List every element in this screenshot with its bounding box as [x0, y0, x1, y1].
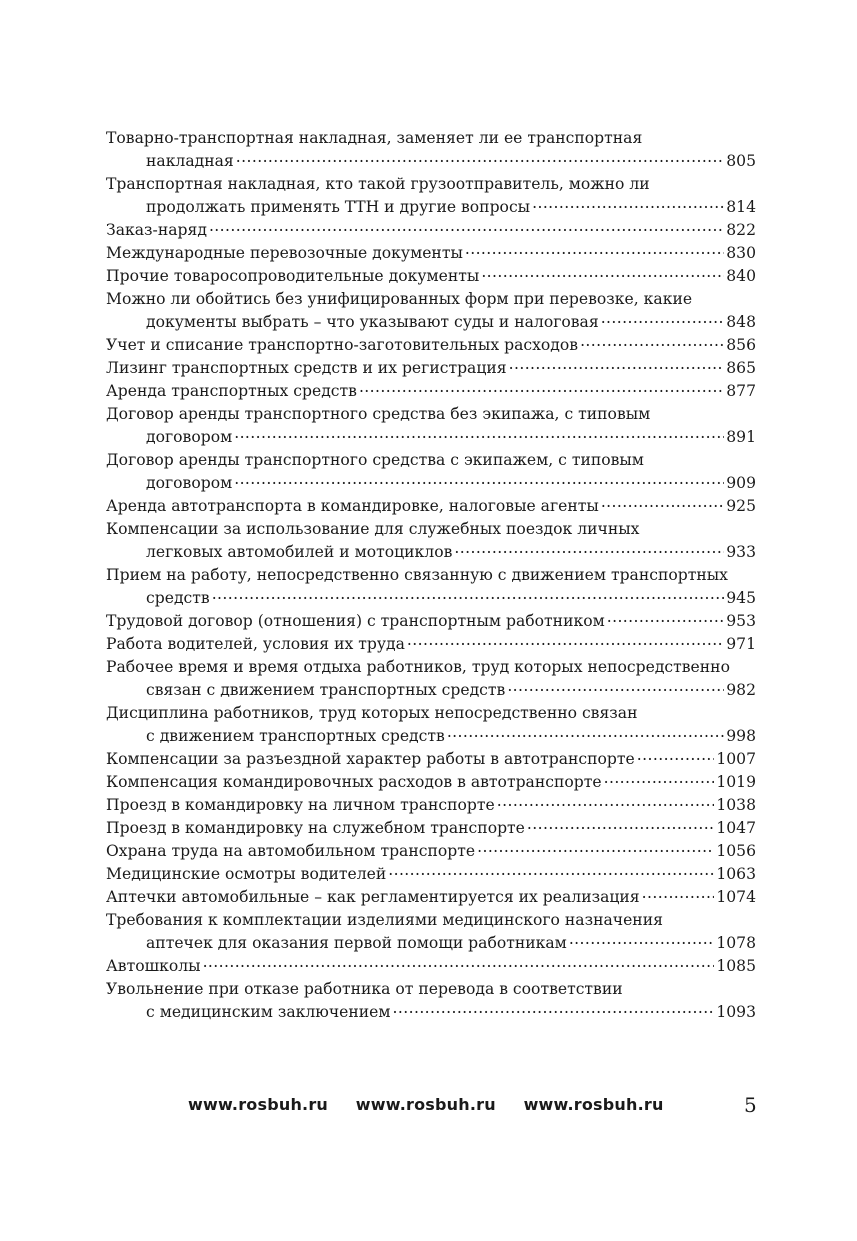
- toc-page-number: 822: [726, 221, 756, 239]
- toc-entry-leader-row: [106, 725, 756, 748]
- toc-entry-title-line: Охрана труда на автомобильном транспорте: [106, 842, 476, 860]
- toc-entry-title-line: связан с движением транспортных средств: [146, 681, 506, 699]
- toc-entry-title-line: Товарно-транспортная накладная, заменяет ли ее транспортная: [106, 129, 643, 147]
- toc-entry[interactable]: [106, 840, 756, 863]
- toc-page-number: 971: [726, 635, 756, 653]
- toc-entry-title-line: с движением транспортных средств: [146, 727, 445, 745]
- toc-entry[interactable]: [106, 288, 756, 334]
- dot-leader: [601, 311, 724, 327]
- toc-entry-title-line: Договор аренды транспортного средства с экипажем, с типовым: [106, 451, 644, 469]
- toc-entry-title-line: с медицинским заключением: [146, 1003, 391, 1021]
- toc-entry[interactable]: [106, 357, 756, 380]
- dot-leader: [236, 150, 724, 166]
- dot-leader: [569, 932, 715, 948]
- toc-entry-title-line: Аренда транспортных средств: [106, 382, 357, 400]
- toc-entry[interactable]: [106, 449, 756, 495]
- toc-entry[interactable]: [106, 518, 756, 564]
- dot-leader: [212, 587, 724, 603]
- toc-entry-title-line: Компенсации за использование для служебных поездок личных: [106, 520, 640, 538]
- toc-entry-leader-row: [106, 495, 756, 518]
- toc-entry-title-line: Прием на работу, непосредственно связанную с движением транспортных: [106, 566, 728, 584]
- toc-entry-leader-row: [106, 265, 756, 288]
- toc-entry-title-line: Проезд в командировку на личном транспорте: [106, 796, 495, 814]
- dot-leader: [234, 426, 724, 442]
- dot-leader: [465, 242, 724, 258]
- toc-entry-leader-row: [106, 334, 756, 357]
- toc-entry-title-line: Трудовой договор (отношения) с транспортным работником: [106, 612, 605, 630]
- dot-leader: [637, 748, 715, 764]
- toc-entry-leader-row: [106, 219, 756, 242]
- dot-leader: [607, 610, 724, 626]
- toc-entry-title-line: средств: [146, 589, 210, 607]
- toc-entry-leader-row: [106, 633, 756, 656]
- toc-page-number: 998: [726, 727, 756, 745]
- dot-leader: [642, 886, 715, 902]
- dot-leader: [601, 495, 724, 511]
- toc-entry[interactable]: [106, 909, 756, 955]
- toc-entry-title-line: продолжать применять ТТН и другие вопросы: [146, 198, 531, 216]
- toc-entry-title-line: Транспортная накладная, кто такой грузоотправитель, можно ли: [106, 175, 650, 193]
- toc-entry-leader-row: [106, 817, 756, 840]
- toc-page-number: 1074: [716, 888, 756, 906]
- toc-entry-title-line: Требования к комплектации изделиями медицинского назначения: [106, 911, 663, 929]
- toc-entry[interactable]: [106, 794, 756, 817]
- toc-entry-title-line: документы выбрать – что указывают суды и налоговая: [146, 313, 599, 331]
- dot-leader: [532, 196, 724, 212]
- toc-entry-leader-row: [106, 932, 756, 955]
- page-footer: [0, 1095, 857, 1119]
- toc-entry[interactable]: [106, 978, 756, 1024]
- dot-leader: [497, 794, 715, 810]
- toc-entry-title-line: Аренда автотранспорта в командировке, налоговые агенты: [106, 497, 599, 515]
- table-of-contents: [106, 127, 756, 1024]
- toc-entry[interactable]: [106, 219, 756, 242]
- toc-entry-leader-row: [106, 771, 756, 794]
- dot-leader: [481, 265, 724, 281]
- toc-entry-leader-row: [106, 196, 756, 219]
- toc-entry[interactable]: [106, 380, 756, 403]
- dot-leader: [447, 725, 724, 741]
- toc-entry[interactable]: [106, 955, 756, 978]
- page-number: 5: [744, 1093, 757, 1117]
- toc-page-number: 953: [726, 612, 756, 630]
- dot-leader: [407, 633, 724, 649]
- toc-entry[interactable]: [106, 748, 756, 771]
- toc-page-number: 805: [726, 152, 756, 170]
- toc-entry-title-line: Компенсации за разъездной характер работы в автотранспорте: [106, 750, 635, 768]
- toc-entry-title-line: накладная: [146, 152, 234, 170]
- toc-page-number: 982: [726, 681, 756, 699]
- dot-leader: [527, 817, 714, 833]
- dot-leader: [209, 219, 724, 235]
- toc-page-number: 1085: [716, 957, 756, 975]
- toc-entry-leader-row: [106, 610, 756, 633]
- toc-page-number: 1038: [716, 796, 756, 814]
- toc-entry-leader-row: [106, 357, 756, 380]
- toc-entry[interactable]: [106, 771, 756, 794]
- toc-entry[interactable]: [106, 610, 756, 633]
- toc-entry-title-line: Увольнение при отказе работника от перевода в соответствии: [106, 980, 623, 998]
- toc-entry-leader-row: [106, 794, 756, 817]
- toc-page-number: 840: [726, 267, 756, 285]
- toc-entry-leader-row: [106, 541, 756, 564]
- toc-page-number: 1063: [716, 865, 756, 883]
- toc-entry-leader-row: [106, 748, 756, 771]
- toc-entry-leader-row: [106, 955, 756, 978]
- toc-entry-leader-row: [106, 1001, 756, 1024]
- toc-entry[interactable]: [106, 702, 756, 748]
- toc-entry[interactable]: [106, 242, 756, 265]
- toc-page-number: 925: [726, 497, 756, 515]
- dot-leader: [359, 380, 724, 396]
- toc-entry-leader-row: [106, 311, 756, 334]
- toc-entry[interactable]: [106, 886, 756, 909]
- toc-entry-title-line: Компенсация командировочных расходов в автотранспорте: [106, 773, 602, 791]
- toc-entry-leader-row: [106, 886, 756, 909]
- footer-url-link[interactable]: www.rosbuh.ru: [355, 1095, 496, 1114]
- toc-page-number: 865: [726, 359, 756, 377]
- toc-entry-leader-row: [106, 242, 756, 265]
- toc-entry-title-line: Прочие товаросопроводительные документы: [106, 267, 480, 285]
- toc-entry-title-line: Международные перевозочные документы: [106, 244, 463, 262]
- toc-entry[interactable]: [106, 564, 756, 610]
- toc-entry-title-line: Рабочее время и время отдыха работников, труд которых непосредственно: [106, 658, 730, 676]
- toc-page-number: 1056: [716, 842, 756, 860]
- toc-page-number: 1093: [716, 1003, 756, 1021]
- toc-entry-leader-row: [106, 840, 756, 863]
- dot-leader: [454, 541, 724, 557]
- dot-leader: [580, 334, 724, 350]
- toc-entry-title-line: Договор аренды транспортного средства без экипажа, с типовым: [106, 405, 651, 423]
- toc-entry-title-line: Аптечки автомобильные – как регламентируется их реализация: [106, 888, 640, 906]
- toc-entry-title-line: легковых автомобилей и мотоциклов: [146, 543, 453, 561]
- toc-entry-title-line: Автошколы: [106, 957, 201, 975]
- dot-leader: [477, 840, 714, 856]
- toc-entry-title-line: Проезд в командировку на служебном транспорте: [106, 819, 525, 837]
- toc-entry-leader-row: [106, 472, 756, 495]
- toc-entry-leader-row: [106, 426, 756, 449]
- toc-entry-title-line: аптечек для оказания первой помощи работникам: [146, 934, 567, 952]
- toc-page-number: 1047: [716, 819, 756, 837]
- dot-leader: [604, 771, 715, 787]
- toc-page-number: 848: [726, 313, 756, 331]
- toc-entry-title-line: Дисциплина работников, труд которых непосредственно связан: [106, 704, 638, 722]
- toc-entry[interactable]: [106, 127, 756, 173]
- toc-entry[interactable]: [106, 403, 756, 449]
- toc-page-number: 830: [726, 244, 756, 262]
- toc-entry[interactable]: [106, 817, 756, 840]
- toc-entry-leader-row: [106, 150, 756, 173]
- footer-urls: [188, 1095, 686, 1114]
- toc-entry-leader-row: [106, 679, 756, 702]
- toc-page-number: 909: [726, 474, 756, 492]
- toc-entry[interactable]: [106, 863, 756, 886]
- toc-page-number: 1019: [716, 773, 756, 791]
- toc-page-number: 891: [726, 428, 756, 446]
- toc-entry[interactable]: [106, 495, 756, 518]
- toc-entry-leader-row: [106, 587, 756, 610]
- footer-url-link[interactable]: www.rosbuh.ru: [523, 1095, 664, 1114]
- toc-page-number: 877: [726, 382, 756, 400]
- toc-entry-leader-row: [106, 863, 756, 886]
- toc-entry[interactable]: [106, 265, 756, 288]
- toc-page-number: 856: [726, 336, 756, 354]
- dot-leader: [388, 863, 714, 879]
- dot-leader: [203, 955, 715, 971]
- toc-page-number: 945: [726, 589, 756, 607]
- toc-page-number: 933: [726, 543, 756, 561]
- toc-entry-title-line: Лизинг транспортных средств и их регистрация: [106, 359, 507, 377]
- toc-page-number: 1078: [716, 934, 756, 952]
- toc-page-number: 814: [726, 198, 756, 216]
- toc-entry-title-line: Можно ли обойтись без унифицированных форм при перевозке, какие: [106, 290, 693, 308]
- dot-leader: [393, 1001, 715, 1017]
- toc-entry[interactable]: [106, 633, 756, 656]
- toc-entry-leader-row: [106, 380, 756, 403]
- toc-entry-title-line: Работа водителей, условия их труда: [106, 635, 405, 653]
- footer-url-link[interactable]: www.rosbuh.ru: [188, 1095, 328, 1114]
- dot-leader: [507, 679, 724, 695]
- toc-entry-title-line: договором: [146, 428, 233, 446]
- dot-leader: [509, 357, 724, 373]
- toc-entry-title-line: договором: [146, 474, 233, 492]
- toc-entry[interactable]: [106, 173, 756, 219]
- toc-entry-title-line: Медицинские осмотры водителей: [106, 865, 387, 883]
- toc-entry-title-line: Учет и списание транспортно-заготовительных расходов: [106, 336, 579, 354]
- dot-leader: [234, 472, 724, 488]
- toc-entry[interactable]: [106, 334, 756, 357]
- toc-entry[interactable]: [106, 656, 756, 702]
- toc-entry-title-line: Заказ-наряд: [106, 221, 207, 239]
- toc-page-number: 1007: [716, 750, 756, 768]
